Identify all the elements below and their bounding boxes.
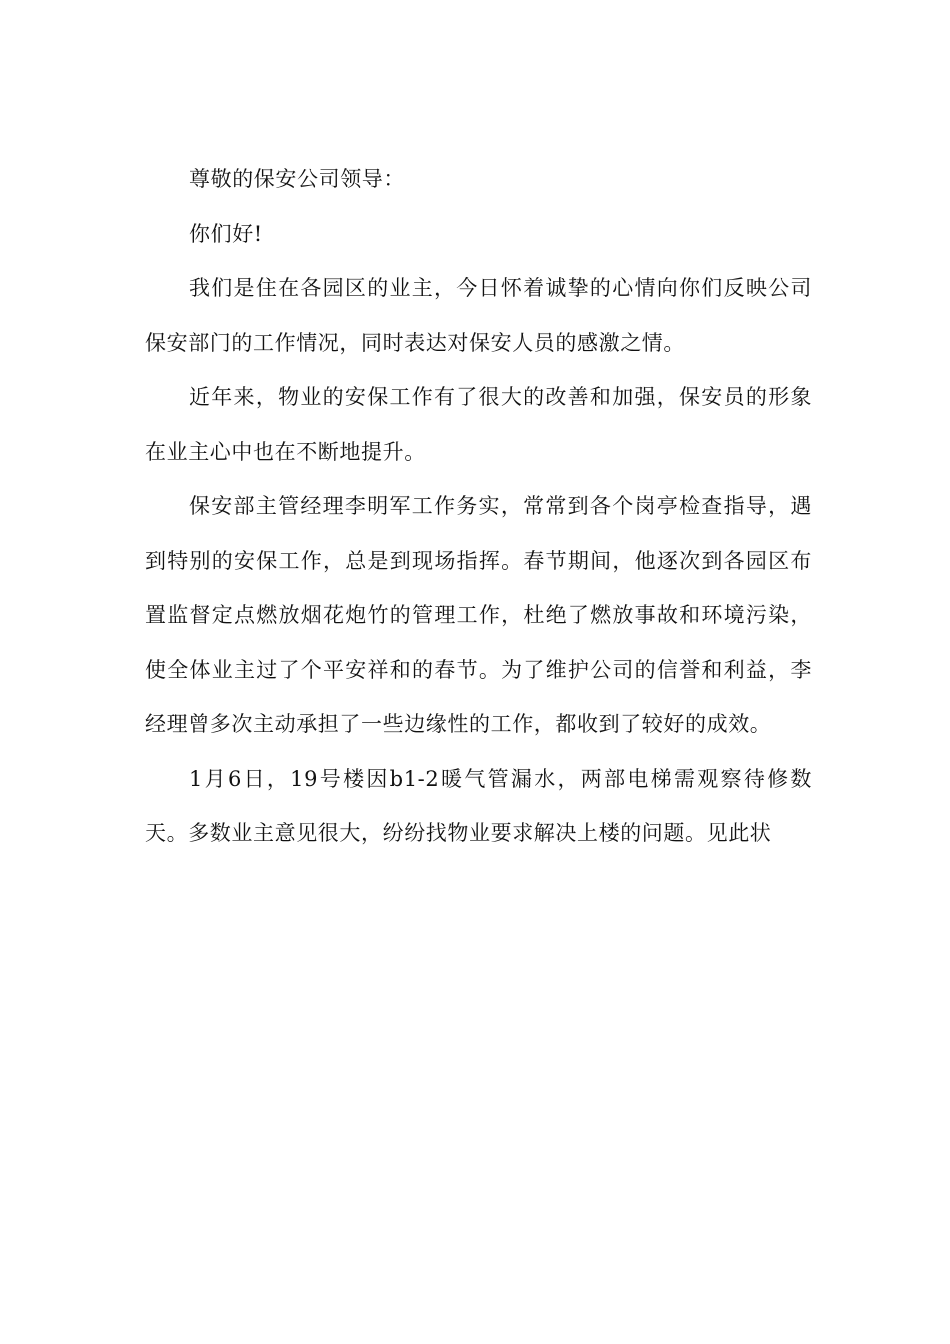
body-paragraph-2: 近年来，物业的安保工作有了很大的改善和加强，保安员的形象在业主心中也在不断地提升。 xyxy=(145,385,812,464)
greeting: 你们好! xyxy=(189,221,263,246)
body-paragraph-3: 保安部主管经理李明军工作务实，常常到各个岗亭检查指导，遇到特别的安保工作，总是到现场指挥。春节期间，他逐次到各园区布置监督定点燃放烟花炮竹的管理工作，杜绝了燃放事故和环境污染，使全体业主过了个平安祥和的春节。为了维护公司的信誉和利益，李经理曾多次主动承担了一些边缘性的工作，都收到了较好的成效。 xyxy=(145,494,812,736)
body-paragraph-1: 我们是住在各园区的业主，今日怀着诚挚的心情向你们反映公司保安部门的工作情况，同时表达对保安人员的感激之情。 xyxy=(145,276,812,355)
body-paragraph-4: 1月6日，19号楼因b1-2暖气管漏水，两部电梯需观察待修数天。多数业主意见很大，纷纷找物业要求解决上楼的问题。见此状 xyxy=(145,766,812,845)
salutation: 尊敬的保安公司领导： xyxy=(189,167,405,191)
